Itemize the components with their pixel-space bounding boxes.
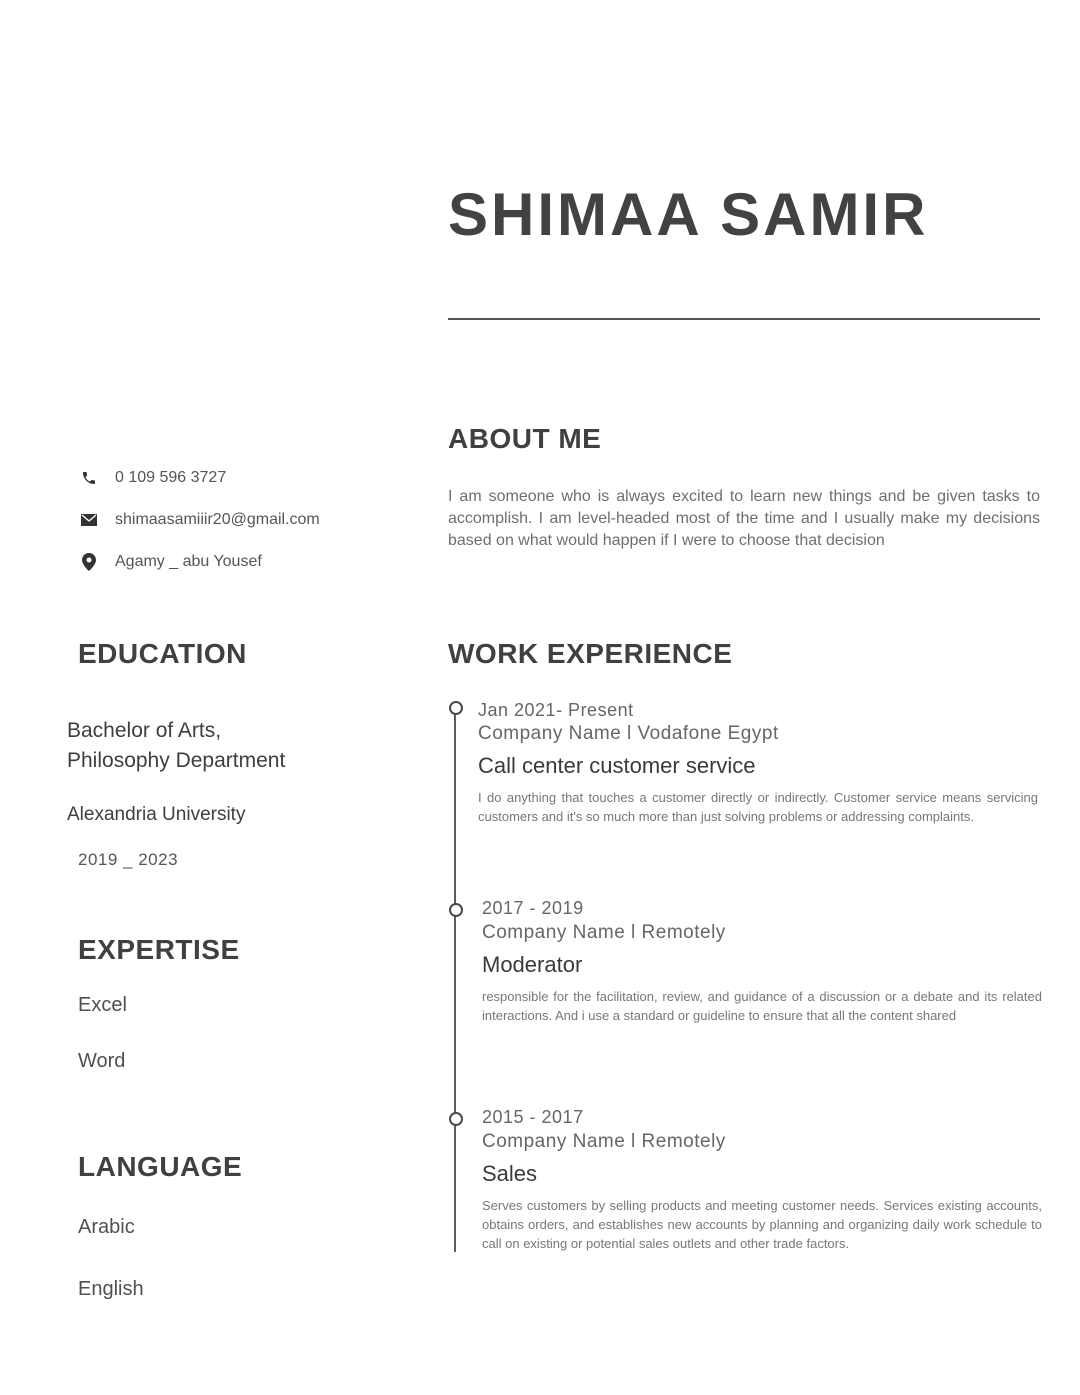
phone-icon <box>80 469 98 487</box>
expertise-item: Word <box>78 1050 126 1072</box>
location-pin-icon <box>80 553 98 571</box>
envelope-icon <box>80 511 98 529</box>
timeline-dot <box>449 1112 463 1126</box>
name-divider <box>448 318 1040 320</box>
language-heading: LANGUAGE <box>78 1151 243 1182</box>
education-degree <box>67 716 397 776</box>
contact-email <box>80 508 320 532</box>
job-description: Serves customers by selling products and meeting customer needs. Services existing accounts, obtains orders, and establishes new accounts by planning and organizing daily work schedule to call on existing or potential sales outlets and other trade factors. <box>482 1198 1042 1251</box>
contact-phone <box>80 466 226 490</box>
work-experience-heading: WORK EXPERIENCE <box>448 638 733 669</box>
timeline-dot <box>449 701 463 715</box>
candidate-name: SHIMAA SAMIR <box>448 181 929 248</box>
job-description: I do anything that touches a customer directly or indirectly. Customer service means servicing customers and it's so much more than just solving problems or addressing complaints. <box>478 790 1038 824</box>
timeline-line <box>454 712 456 1252</box>
language-item: English <box>78 1278 144 1300</box>
education-school: Alexandria University <box>67 804 246 825</box>
education-heading: EDUCATION <box>78 638 247 669</box>
job-date: Jan 2021- Present <box>478 700 634 720</box>
education-years: 2019 _ 2023 <box>78 850 179 869</box>
degree-line-1: Bachelor of Arts, <box>67 719 222 742</box>
job-company: Company Name l Remotely <box>482 1131 726 1152</box>
timeline-dot <box>449 903 463 917</box>
about-heading: ABOUT ME <box>448 423 602 454</box>
job-company: Company Name l Vodafone Egypt <box>478 723 779 744</box>
address-text: Agamy _ abu Yousef <box>115 553 262 570</box>
expertise-heading: EXPERTISE <box>78 934 240 965</box>
email-address: shimaasamiiir20@gmail.com <box>115 511 320 528</box>
job-company: Company Name l Remotely <box>482 922 726 943</box>
job-date: 2015 - 2017 <box>482 1107 584 1127</box>
job-title: Moderator <box>482 952 583 977</box>
phone-number: 0 109 596 3727 <box>115 469 227 486</box>
language-item: Arabic <box>78 1216 135 1238</box>
job-date: 2017 - 2019 <box>482 898 584 918</box>
job-title: Sales <box>482 1161 538 1186</box>
expertise-item: Excel <box>78 994 127 1016</box>
degree-line-2: Philosophy Department <box>67 749 286 772</box>
job-description: responsible for the facilitation, review, and guidance of a discussion or a debate and its related interactions. And i use a standard or guideline to ensure that all the content shared <box>482 989 1042 1023</box>
job-title: Call center customer service <box>478 753 756 778</box>
about-text: I am someone who is always excited to learn new things and be given tasks to accomplish. I am level-headed most of the time and I usually make my decisions based on what would happen if I were to choose that decision <box>448 488 1040 549</box>
contact-address <box>80 550 262 574</box>
